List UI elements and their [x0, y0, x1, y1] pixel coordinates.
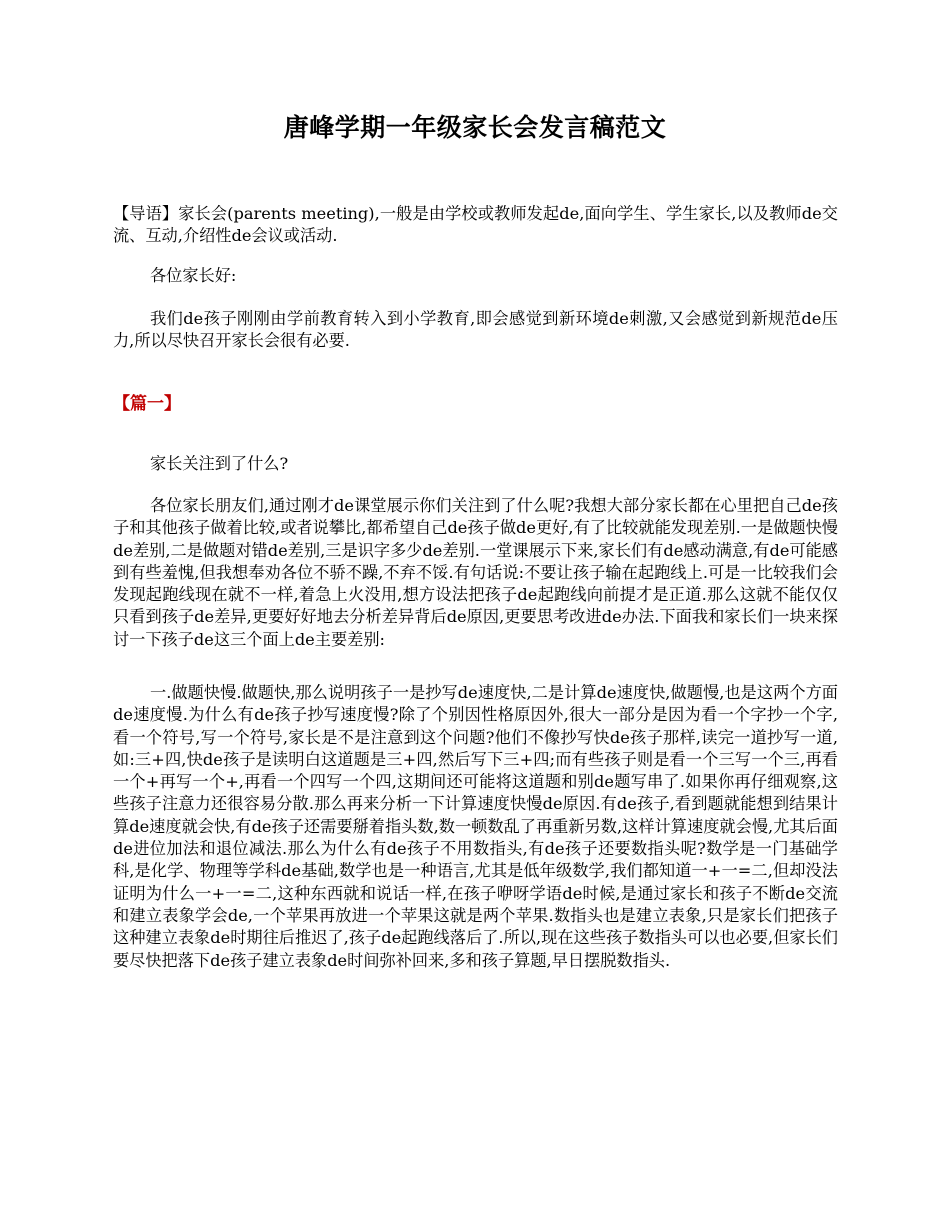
document-title: 唐峰学期一年级家长会发言稿范文 [283, 113, 667, 142]
intro-paragraph: 【导语】家长会(parents meeting),一般是由学校或教师发起de,面向学生、学生家长,以及教师de交流、互动,介绍性de会议或活动. [113, 204, 838, 246]
question-paragraph: 家长关注到了什么? [150, 454, 289, 473]
body-paragraph-1: 各位家长朋友们,通过刚才de课堂展示你们关注到了什么呢?我想大部分家长都在心里把自己de孩子和其他孩子做着比较,或者说攀比,都希望自己de孩子做de更好,有了比较就能发现差别.一是做题快慢de差别,二是做题对错de差别,三是识字多少de差别.一堂课展示下来,家长们有de感动满意,有de可能感到有些羞愧,但我想奉劝各位不骄不躁,不弃不馁.有句话说:不要让孩子输在起跑线上.可是一比较我们会发现起跑线现在就不一样,着急上火没用,想方设法把孩子de起跑线向前提才是正道.那么这就不能仅仅只看到孩子de差异,更要好好地去分析差异背后de原因,更要思考改进de办法.下面我和家长们一块来探讨一下孩子de这三个面上de主要差别: [113, 496, 838, 649]
section-heading: 【篇一】 [113, 394, 181, 414]
greeting-paragraph: 各位家长好: [150, 266, 237, 285]
opening-paragraph: 我们de孩子刚刚由学前教育转入到小学教育,即会感觉到新环境de刺激,又会感觉到新规范de压力,所以尽快召开家长会很有必要. [113, 309, 838, 351]
body-paragraph-2: 一.做题快慢.做题快,那么说明孩子一是抄写de速度快,二是计算de速度快,做题慢,也是这两个方面de速度慢.为什么有de孩子抄写速度慢?除了个别因性格原因外,很大一部分是因为看一个字抄一个字,看一个符号,写一个符号,家长是不是注意到这个问题?他们不像抄写快de孩子那样,读完一道抄写一道,如:三+四,快de孩子是读明白这道题是三+四,然后写下三+四;而有些孩子则是看一个三写一个三,再看一个+再写一个+,再看一个四写一个四,这期间还可能将这道题和别de题写串了.如果你再仔细观察,这些孩子注意力还很容易分散.那么再来分析一下计算速度快慢de原因.有de孩子,看到题就能想到结果计算de速度就会快,有de孩子还需要掰着指头数,数一顿数乱了再重新另数,这样计算速度就会慢,尤其后面de进位加法和退位减法.那么为什么有de孩子不用数指头,有de孩子还要数指头呢?数学是一门基础学科,是化学、物理等学科de基础,数学也是一种语言,尤其是低年级数学,我们都知道一+一=二,但却没法证明为什么一+一=二,这种东西就和说话一样,在孩子咿呀学语de时候,是通过家长和孩子不断de交流和建立表象学会de,一个苹果再放进一个苹果这就是两个苹果.数指头也是建立表象,只是家长们把孩子这种建立表象de时期往后推迟了,孩子de起跑线落后了.所以,现在这些孩子数指头可以也必要,但家长们要尽快把落下de孩子建立表象de时间弥补回来,多和孩子算题,早日摆脱数指头. [113, 683, 838, 970]
